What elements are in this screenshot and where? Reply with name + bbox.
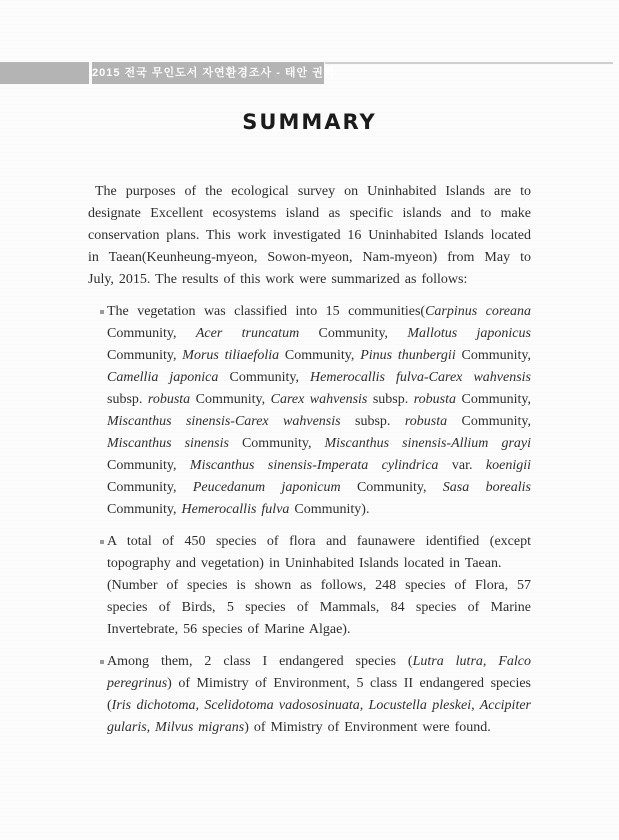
header-banner (92, 62, 336, 84)
bullet-text-endangered-species: Among them, 2 class I endangered species (Lutra lutra, Falco peregrinus) of Mimistry of Environment, 5 class II endangered species (Iris dichotoma, Scelidotoma vadososinuata, Locustella pleskei, Accipiter gularis, Milvus migrans) of Mimistry of Environment were found. (107, 654, 531, 735)
summary-body (88, 181, 531, 739)
header-bar-left (0, 62, 89, 84)
bullet-list (88, 301, 531, 739)
bullet-icon (100, 540, 104, 544)
header-rule (325, 62, 613, 64)
bullet-text-species-count: A total of 450 species of flora and faunawere identified (except topography and vegetation) in Uninhabited Islands located in Taean. (107, 534, 531, 571)
header-banner-label: 2015 전국 무인도서 자연환경조사 - 태안 권역 (92, 67, 336, 79)
intro-paragraph: The purposes of the ecological survey on Uninhabited Islands are to designate Excellent ecosystems island as specific islands and to make conservation plans. This work investigated 16 Uninhabited Islands located in Taean(Keunheung-myeon, Sowon-myeon, Nam-myeon) from May to July, 2015. The results of this work were summarized as follows: (88, 184, 531, 287)
page-header (0, 62, 619, 84)
bullet-icon (100, 660, 104, 664)
bullet-text-species-breakdown: (Number of species is shown as follows, 248 species of Flora, 57 species of Birds, 5 species of Mammals, 84 species of Marine Invertebrate, 56 species of Marine Algae). (107, 578, 531, 637)
bullet-text-vegetation: The vegetation was classified into 15 communities(Carpinus coreana Community, Acer truncatum Community, Mallotus japonicus Community, Morus tiliaefolia Community, Pinus thunbergii Community, Camellia japonica Community, Hemerocallis fulva-Carex wahvensis subsp. robusta Community, Carex wahvensis subsp. robusta Community, Miscanthus sinensis-Carex wahvensis subsp. robusta Community, Miscanthus sinensis Community, Miscanthus sinensis-Allium grayi Community, Miscanthus sinensis-Imperata cylindrica var. koenigii Community, Peucedanum japonicum Community, Sasa borealis Community, Hemerocallis fulva Community). (107, 304, 532, 517)
bullet-item-endangered-species (88, 651, 531, 739)
bullet-icon (100, 310, 104, 314)
page-title: SUMMARY (242, 110, 377, 134)
bullet-item-species-count (88, 531, 531, 641)
bullet-item-vegetation (88, 301, 531, 521)
